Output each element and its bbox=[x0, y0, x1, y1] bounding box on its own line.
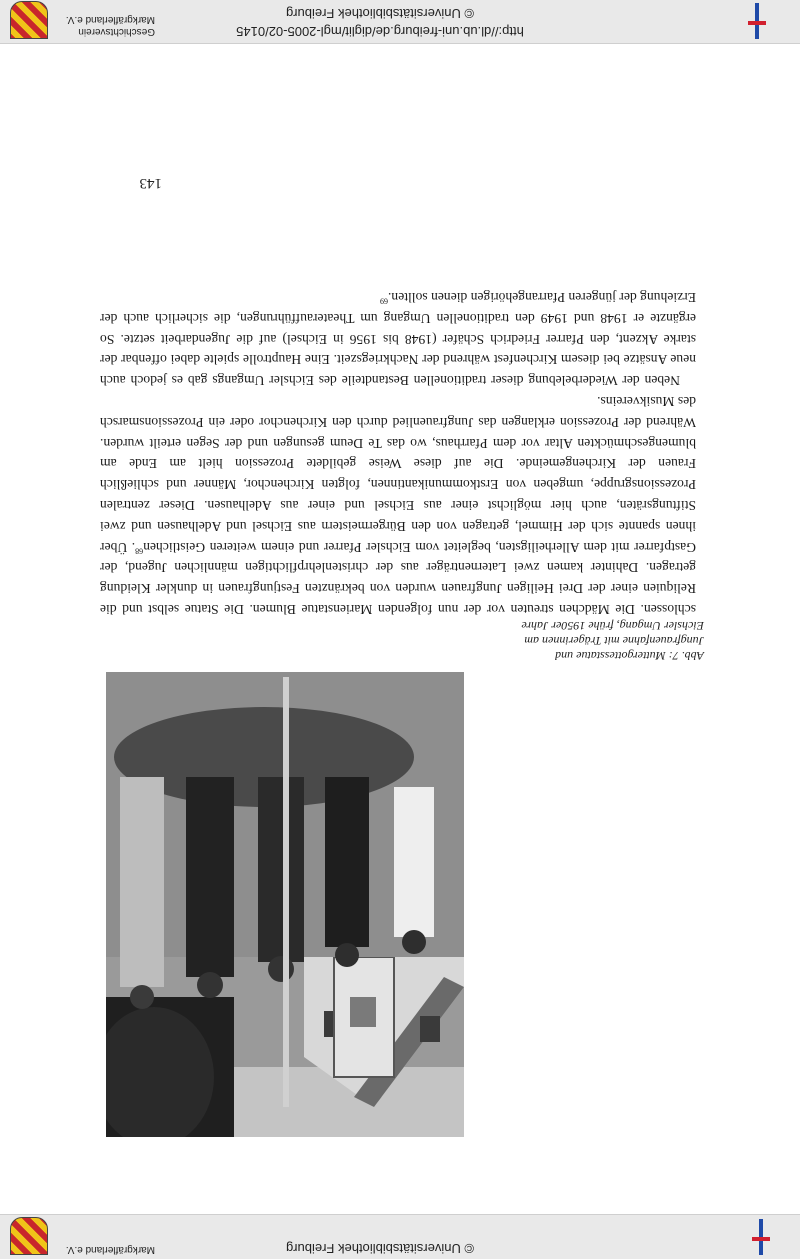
paragraph-2-text: Neben der Wiederbelebung dieser traditionellen Bestandteile des Eichsler Umgangs gab es jedoch auch neue Ansätze bei diesem Kirchenfest während der Nachkriegszeit. Eine Hauptrolle spielte dabei offenbar der starke Akzent, den Pfarrer Friedrich Schäfer (1948 bis 1956 in Eichsel) auf die Jugendarbeit setzte. So ergänzte er 1948 und 1949 den traditionellen Umgang um Theateraufführungen, die sicherlich auch der Erziehung der jüngeren Pfarrangehörigen dienen sollten. bbox=[100, 290, 696, 389]
footer-copyright: © Universitätsbibliothek Freiburg bbox=[285, 1241, 475, 1256]
footer-bar bbox=[0, 1214, 800, 1259]
society-name bbox=[66, 13, 155, 37]
paragraph-2 bbox=[100, 286, 696, 390]
society-line-1: Geschichtsverein bbox=[78, 26, 155, 37]
ub-freiburg-logo-icon-footer[interactable] bbox=[752, 1219, 770, 1255]
copyright-notice: © Universitätsbibliothek Freiburg bbox=[285, 6, 475, 21]
society-crest-icon[interactable] bbox=[10, 1, 48, 39]
footer-society: Markgräflerland e.V. bbox=[65, 1244, 155, 1255]
paragraph-1-part-b: . Über ihnen spannte sich der Himmel, getragen von den Bürgermeistern aus Eichsel und Adelhausen und zwei Stiftungsräten, auch hier möglichst einer aus Eichsel und einer aus Adelhausen. Dieser zentralen Prozessionsgruppe, umgeben von Erstkommunikantinnen, folgten Kirchenchor, Männer und schließlich Frauen der Kirchengemeinde. Die auf diese Weise gebildete Prozession hielt am Ende am blumengeschmückten Altar vor dem Pfarrhaus, wo das Te Deum gesungen und der Segen erteilt wurden. Während der Prozession erklangen das Jungfrauenlied durch den Kirchenchor oder ein Prozessionsmarsch des Musikvereins. bbox=[100, 394, 696, 555]
header-bar bbox=[0, 0, 800, 44]
paragraph-1 bbox=[100, 390, 696, 619]
page-number: 143 bbox=[139, 175, 162, 191]
ub-freiburg-logo-icon[interactable] bbox=[748, 3, 766, 39]
footer-crest-icon[interactable] bbox=[10, 1217, 48, 1255]
paragraph-1-part-a: schlossen. Die Mädchen streuten vor der nun folgenden Marienstatue Blumen. Die Statue selbst und die Reliquien einer der Drei Heiligen Jungfrauen wurden von bekränzten Festjungfrauen in dunkler Kleidung getragen. Dahinter kamen zwei Laternenträger aus der christenlehrpflichtigen männlichen Jugend, der Gastpfarrer mit dem Allerheiligsten, begleitet vom Eichsler Pfarrer und einem weiteren Geistlichen bbox=[100, 539, 696, 617]
footnote-68-ref[interactable]: 68 bbox=[135, 546, 144, 556]
procession-photo bbox=[106, 672, 464, 1137]
figure-caption: Abb. 7: Muttergottesstatue und Jungfrauenfahne mit Trägerinnen am Eichsler Umgang, frühe 1950er Jahre bbox=[521, 619, 704, 663]
digital-url-link[interactable]: http://dl.ub.uni-freiburg.de/diglit/mgl-2005-02/0145 bbox=[236, 24, 524, 39]
society-line-2: Markgräflerland e.V. bbox=[65, 14, 155, 25]
article-text bbox=[100, 286, 696, 619]
footnote-69-ref[interactable]: 69 bbox=[379, 296, 388, 306]
